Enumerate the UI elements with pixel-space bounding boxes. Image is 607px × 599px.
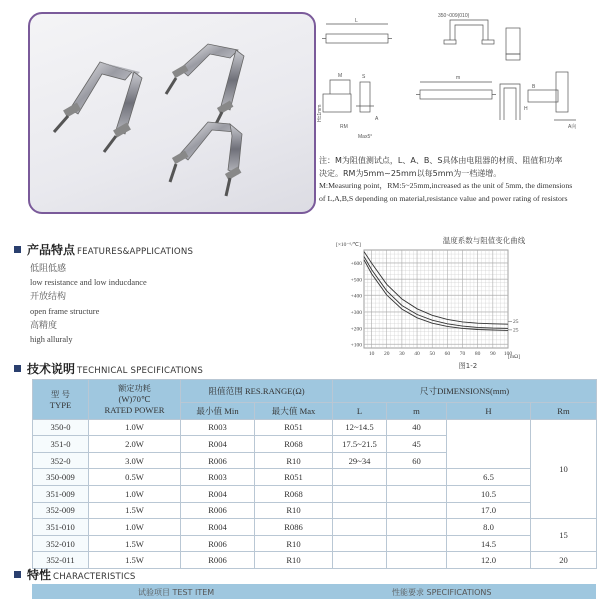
chart-xlabel: [mΩ] xyxy=(508,354,521,360)
cell-m: 45 xyxy=(387,436,447,453)
note-zh-line1: 注：M为阻值测试点，L、A、B、S具体由电阻器的材质、阻值和功率 xyxy=(319,156,563,165)
cell-L xyxy=(333,485,387,502)
dim-label-A: A xyxy=(375,116,379,122)
chart-x-tick-label: 20 xyxy=(383,351,390,357)
spec-table xyxy=(32,379,597,569)
cell-m: 60 xyxy=(387,452,447,469)
cell-max: R10 xyxy=(255,452,333,469)
cell-m xyxy=(387,485,447,502)
cell-m xyxy=(387,552,447,569)
dimension-drawings xyxy=(318,10,603,153)
header-min: 最小值 Min xyxy=(181,403,255,420)
note-en-line2: of L,A,B,S depending on material,resistance value and power rating of resistors xyxy=(319,193,568,203)
section-bullet-icon xyxy=(14,246,21,253)
features-heading xyxy=(14,241,193,258)
cell-L: 29~34 xyxy=(333,452,387,469)
cell-max: R051 xyxy=(255,469,333,486)
dimension-note xyxy=(319,155,572,205)
tech-title-en: TECHNICAL SPECIFICATIONS xyxy=(77,366,204,376)
characteristics-table-header xyxy=(32,584,596,599)
chart-y-tick-label: +100 xyxy=(350,342,362,349)
resistor-left xyxy=(54,62,142,152)
cell-type: 352-009 xyxy=(33,502,89,519)
chart-x-tick-label: 50 xyxy=(429,351,435,357)
cell-Rm: 15 xyxy=(531,519,597,552)
resistor-right-bottom xyxy=(170,122,242,196)
dim-label-L: L xyxy=(355,18,358,24)
table-row xyxy=(33,502,597,519)
cell-L xyxy=(333,469,387,486)
dim-label-m: m xyxy=(456,75,461,81)
chart-x-tick-label: 80 xyxy=(474,351,481,357)
cell-max: R10 xyxy=(255,535,333,552)
chart-y-tick-label: +600 xyxy=(350,261,362,268)
chart-x-tick-label: 60 xyxy=(444,351,451,357)
header-power-unit: (W)70℃ xyxy=(118,394,151,405)
product-photo xyxy=(28,12,316,214)
features-title-en: FEATURES&APPLICATIONS xyxy=(77,247,194,257)
feature-en: high alluraly xyxy=(30,335,73,345)
cell-H-empty xyxy=(447,419,531,469)
header-res-range: 阻值范围 RES.RANGE(Ω) xyxy=(181,380,333,403)
feature-zh: 开放结构 xyxy=(30,292,67,303)
table-row xyxy=(33,419,597,436)
features-title-zh: 产品特点 xyxy=(27,243,76,257)
dim-label-Htol: H±1mm xyxy=(317,104,323,122)
cell-H: 6.5 xyxy=(447,469,531,486)
resistor-photo-drawing xyxy=(30,14,314,212)
cell-L: 17.5~21.5 xyxy=(333,436,387,453)
chart-y-tick-label: +400 xyxy=(350,293,362,300)
table-row xyxy=(33,485,597,502)
cell-m xyxy=(387,502,447,519)
chart-y-tick-label: +500 xyxy=(350,277,362,284)
cell-type: 352-010 xyxy=(33,535,89,552)
cell-min: R006 xyxy=(181,552,255,569)
characteristics-title-zh: 特性 xyxy=(27,568,52,582)
features-list xyxy=(30,262,147,347)
cell-L: 12~14.5 xyxy=(333,419,387,436)
cell-min: R006 xyxy=(181,535,255,552)
cell-min: R006 xyxy=(181,452,255,469)
cell-Rm: 10 xyxy=(531,419,597,519)
chart-x-tick-label: 90 xyxy=(490,351,496,357)
cell-power: 0.5W xyxy=(89,469,181,486)
header-dimensions: 尺寸DIMENSIONS(mm) xyxy=(333,380,597,403)
cell-power: 1.0W xyxy=(89,519,181,536)
characteristics-heading xyxy=(14,566,136,583)
cell-L xyxy=(333,502,387,519)
dim-label-B: B xyxy=(532,84,536,90)
cell-H: 17.0 xyxy=(447,502,531,519)
cell-max: R10 xyxy=(255,552,333,569)
chart-ylabel: [×10⁻⁶/℃] xyxy=(336,242,361,248)
char-col-specifications: 性能要求 SPECIFICATIONS xyxy=(392,588,492,597)
chart-grid xyxy=(364,250,508,348)
chart-x-tick-label: 70 xyxy=(459,351,466,357)
dim-label-RM: RM xyxy=(340,124,348,130)
note-en-line1: M:Measuring point，RM:5~25mm,increased as the unit of 5mm, the dimensions xyxy=(319,181,573,191)
cell-m xyxy=(387,519,447,536)
cell-type: 351-009 xyxy=(33,485,89,502)
header-type-en: TYPE xyxy=(49,399,72,410)
cell-m xyxy=(387,535,447,552)
header-type-zh: 型 号 xyxy=(51,388,70,399)
cell-power: 1.5W xyxy=(89,502,181,519)
chart-y-tick-label: +200 xyxy=(350,326,362,333)
section-bullet-icon xyxy=(14,365,21,372)
cell-Rm: 20 xyxy=(531,552,597,569)
dim-label-max5: Max5° xyxy=(358,134,373,140)
cell-min: R004 xyxy=(181,519,255,536)
cell-m xyxy=(387,469,447,486)
cell-power: 2.0W xyxy=(89,436,181,453)
chart-legend-label: 25 xyxy=(513,319,519,326)
cell-type: 350-0 xyxy=(33,419,89,436)
header-H: H xyxy=(447,403,531,420)
chart-x-tick-label: 100 xyxy=(503,351,513,357)
cell-max: R051 xyxy=(255,419,333,436)
chart-x-tick-label: 30 xyxy=(399,351,405,357)
characteristics-title-en: CHARACTERISTICS xyxy=(53,572,136,582)
cell-type: 351-0 xyxy=(33,436,89,453)
cell-type: 350-009 xyxy=(33,469,89,486)
cell-type: 351-010 xyxy=(33,519,89,536)
chart-title: 温度系数与阻值变化曲线 xyxy=(442,236,526,245)
chart-legend xyxy=(508,319,519,333)
cell-min: R003 xyxy=(181,469,255,486)
cell-power: 1.0W xyxy=(89,419,181,436)
feature-zh: 高精度 xyxy=(30,320,58,331)
cell-max: R068 xyxy=(255,436,333,453)
cell-L xyxy=(333,552,387,569)
header-power-zh: 额定功耗 xyxy=(118,383,151,394)
note-zh-line2: 决定。RM为5mm~25mm以每5mm为一档递增。 xyxy=(319,168,502,178)
tech-title-zh: 技术说明 xyxy=(27,362,76,376)
resistor-right-top xyxy=(166,44,244,128)
cell-H: 8.0 xyxy=(447,519,531,536)
cell-power: 1.5W xyxy=(89,535,181,552)
tcr-chart xyxy=(332,232,602,368)
cell-L xyxy=(333,535,387,552)
cell-min: R004 xyxy=(181,485,255,502)
cell-H: 14.5 xyxy=(447,535,531,552)
feature-zh: 低阻低感 xyxy=(30,264,67,274)
header-Rm: Rm xyxy=(531,403,597,420)
chart-y-tick-label: +300 xyxy=(350,310,362,317)
header-power xyxy=(89,380,181,420)
tech-heading xyxy=(14,360,203,377)
cell-max: R10 xyxy=(255,502,333,519)
cell-m: 40 xyxy=(387,419,447,436)
cell-min: R004 xyxy=(181,436,255,453)
header-L: L xyxy=(333,403,387,420)
cell-power: 1.0W xyxy=(89,485,181,502)
header-power-en: RATED POWER xyxy=(104,405,165,416)
chart-x-tick-label: 40 xyxy=(414,351,420,357)
char-col-test-item: 试验项目 TEST ITEM xyxy=(138,588,215,597)
header-m: m xyxy=(387,403,447,420)
feature-en: open frame structure xyxy=(30,306,100,316)
feature-en: low resistance and low inducdance xyxy=(30,278,147,288)
table-row xyxy=(33,535,597,552)
chart-legend-label: 25 xyxy=(513,327,519,334)
chart-caption: 图1-2 xyxy=(458,362,478,370)
section-bullet-icon xyxy=(14,571,21,578)
dim-label-series: 350~009(010) xyxy=(438,13,470,19)
cell-max: R086 xyxy=(255,519,333,536)
cell-type: 352-011 xyxy=(33,552,89,569)
table-row xyxy=(33,519,597,536)
dimension-drawing-svg xyxy=(318,10,603,153)
cell-power: 3.0W xyxy=(89,452,181,469)
table-row xyxy=(33,469,597,486)
dim-label-S: S xyxy=(362,74,366,80)
header-type xyxy=(33,380,89,420)
chart-x-tick-label: 10 xyxy=(368,351,375,357)
cell-type: 352-0 xyxy=(33,452,89,469)
tcr-chart-svg xyxy=(332,232,602,368)
cell-L xyxy=(333,519,387,536)
header-max: 最大值 Max xyxy=(255,403,333,420)
cell-H: 12.0 xyxy=(447,552,531,569)
cell-H: 10.5 xyxy=(447,485,531,502)
cell-power: 1.5W xyxy=(89,552,181,569)
dim-label-H: H xyxy=(524,106,528,112)
cell-min: R003 xyxy=(181,419,255,436)
dim-label-direction: A向 xyxy=(568,124,577,130)
cell-max: R068 xyxy=(255,485,333,502)
dim-label-M: M xyxy=(338,73,343,79)
cell-min: R006 xyxy=(181,502,255,519)
